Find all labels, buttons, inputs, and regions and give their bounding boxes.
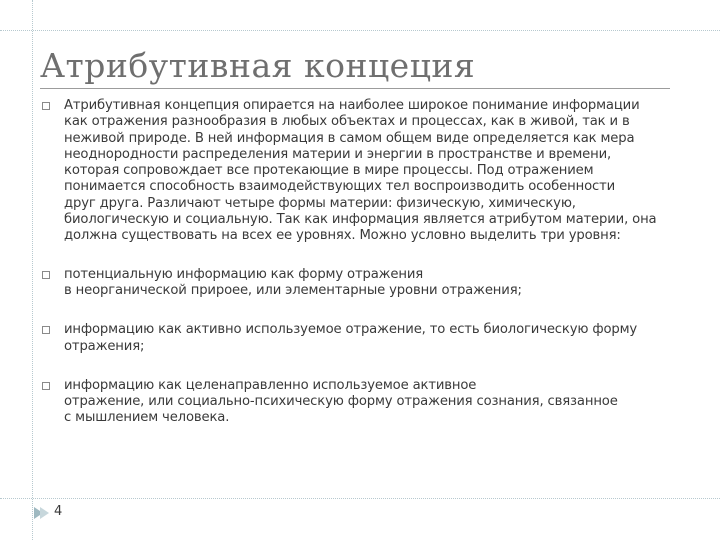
top-guide-line xyxy=(0,30,720,31)
bullet-text: потенциальную информацию как форму отражения в неорганической прироее, или элементарные уровни отражения; xyxy=(64,266,522,298)
square-bullet-icon xyxy=(42,326,50,334)
square-bullet-icon xyxy=(42,382,50,390)
square-bullet-icon xyxy=(42,271,50,279)
vertical-guide-line xyxy=(32,0,33,540)
square-bullet-icon xyxy=(42,102,50,110)
bullet-list xyxy=(42,98,682,427)
bullet-text: Атрибутивная концепция опирается на наиболее широкое понимание информации как отражения разнообразия в любых объектах и процессах, как в живой, так и в неживой природе. В ней информация в самом общем виде определяется как мера неоднородности распределения материи и энергии в пространстве и времени, которая сопровождает все протекающие в мире процессы. Под отражением понимается способность взаимодействующих тел воспроизводить особенности друг друга. Различают четыре формы материи: физическую, химическую, биологическую и социальную. Так как информация является атрибутом материи, она должна существовать на всех ее уровнях. Можно условно выделить три уровня: xyxy=(64,98,657,244)
arrow-right-icon xyxy=(40,507,49,519)
title-divider xyxy=(40,88,670,89)
list-item xyxy=(42,98,682,245)
list-item xyxy=(42,378,682,427)
list-item xyxy=(42,322,682,355)
slide-title: Атрибутивная концеция xyxy=(40,46,476,85)
page-number: 4 xyxy=(54,504,63,519)
bottom-guide-line xyxy=(0,498,720,499)
list-item xyxy=(42,267,682,300)
bullet-text: информацию как целенаправленно используемое активное отражение, или социально-психическую форму отражения сознания, связанное с мышлением человека. xyxy=(64,377,618,426)
bullet-text: информацию как активно используемое отражение, то есть биологическую форму отражения; xyxy=(64,322,638,354)
